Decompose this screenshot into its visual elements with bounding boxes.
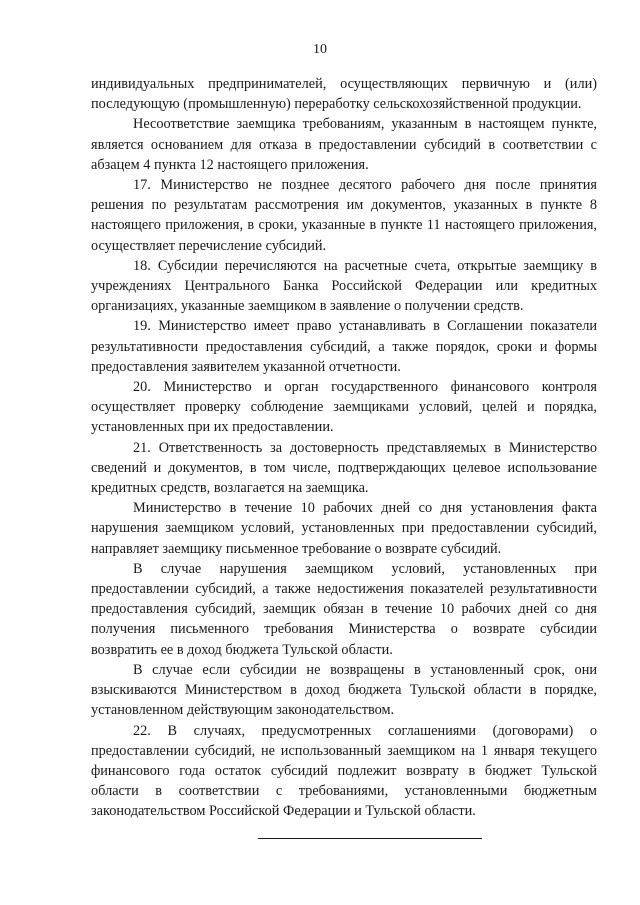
paragraph-21-notice: Министерство в течение 10 рабочих дней со дня установления факта нарушения заемщиком условий, установленных при предоставлении субсидий, направляет заемщику письменное требование о возврате субсидий. bbox=[91, 500, 597, 557]
paragraph-21-recovery: В случае если субсидии не возвращены в установленный срок, они взыскиваются Министерством в доход бюджета Тульской области в порядке, установленном действующим законодательством. bbox=[91, 661, 597, 719]
paragraph-21: 21. Ответственность за достоверность представляемых в Министерство сведений и документов, в том числе, подтверждающих целевое использование кредитных средств, возлагается на заемщика. bbox=[91, 439, 597, 497]
paragraph-18: 18. Субсидии перечисляются на расчетные счета, открытые заемщику в учреждениях Центрального Банка Российской Федерации или кредитных организациях, указанные заемщиком в заявление о получении средств. bbox=[91, 257, 597, 315]
paragraph-21-violation: В случае нарушения заемщиком условий, установленных при предоставлении субсидий, а также недостижения показателей результативности предоставления субсидий, заемщик обязан в течение 10 рабочих дней со дня получения письменного требования Министерства о возврате субсидии возвратить ее в доход бюджета Тульской области. bbox=[91, 560, 597, 658]
paragraph-continuation: индивидуальных предпринимателей, осуществляющих первичную и (или) последующую (промышленную) переработку сельскохозяйственной продукции. bbox=[91, 76, 597, 113]
paragraph-noncompliance: Несоответствие заемщика требованиям, указанным в настоящем пункте, является основанием для отказа в предоставлении субсидий в соответствии с абзацем 4 пункта 12 настоящего приложения. bbox=[91, 116, 597, 173]
paragraph-17: 17. Министерство не позднее десятого рабочего дня после принятия решения по результатам рассмотрения им документов, указанных в пункте 8 настоящего приложения, в сроки, указанные в пункте 11 настоящего приложения, осуществляет перечисление субсидий. bbox=[91, 177, 597, 254]
paragraph-19: 19. Министерство имеет право устанавливать в Соглашении показатели результативности предоставления субсидий, а также порядок, сроки и формы предоставления заявителем указанной отчетности. bbox=[91, 318, 597, 375]
page-number: 10 bbox=[313, 42, 327, 57]
document-body bbox=[91, 74, 597, 822]
paragraph-20: 20. Министерство и орган государственного финансового контроля осуществляет проверку соблюдение заемщиками условий, целей и порядка, установленных при их предоставлении. bbox=[91, 379, 597, 436]
end-rule bbox=[258, 838, 482, 839]
paragraph-22: 22. В случаях, предусмотренных соглашениями (договорами) о предоставлении субсидий, не использованный заемщиком на 1 января текущего финансового года остаток субсидий подлежит возврату в бюджет Тульской области в соответствии с требованиями, установленными бюджетным законодательством Российской Федерации и Тульской области. bbox=[91, 722, 597, 820]
